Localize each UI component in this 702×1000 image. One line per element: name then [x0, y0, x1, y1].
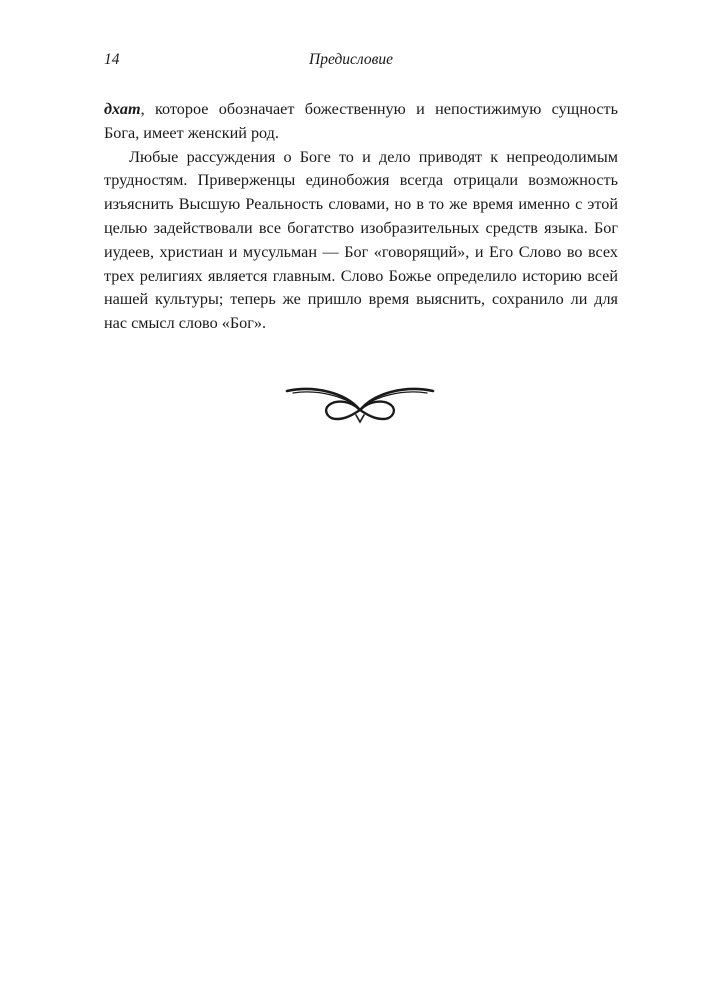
paragraph-2: Любые рассуждения о Боге то и дело приводят к непреодолимым трудностям. Приверженцы единобожия всегда отрицали возможность изъяснить Высшую Реальность словами, но в то же время именно с этой целью задействовали все богатство изобразительных средств языка. Бог иудеев, христиан и мусульман — Бог «говорящий», и Его Слово во всех трех религиях является главным. Слово Божье определило историю всей нашей культуры; теперь же пришло время выяснить, сохранило ли для нас смысл слово «Бог». — [104, 147, 618, 333]
paragraph-1 — [104, 98, 618, 146]
body-text — [104, 98, 618, 336]
emphasized-term: дхат — [104, 100, 141, 118]
decorative-flourish-icon — [285, 379, 435, 427]
paragraph-1-text: , которое обозначает божественную и непостижимую сущность Бога, имеет женский род. — [104, 100, 618, 142]
page-number: 14 — [104, 51, 120, 68]
running-head: Предисловие — [309, 51, 393, 68]
